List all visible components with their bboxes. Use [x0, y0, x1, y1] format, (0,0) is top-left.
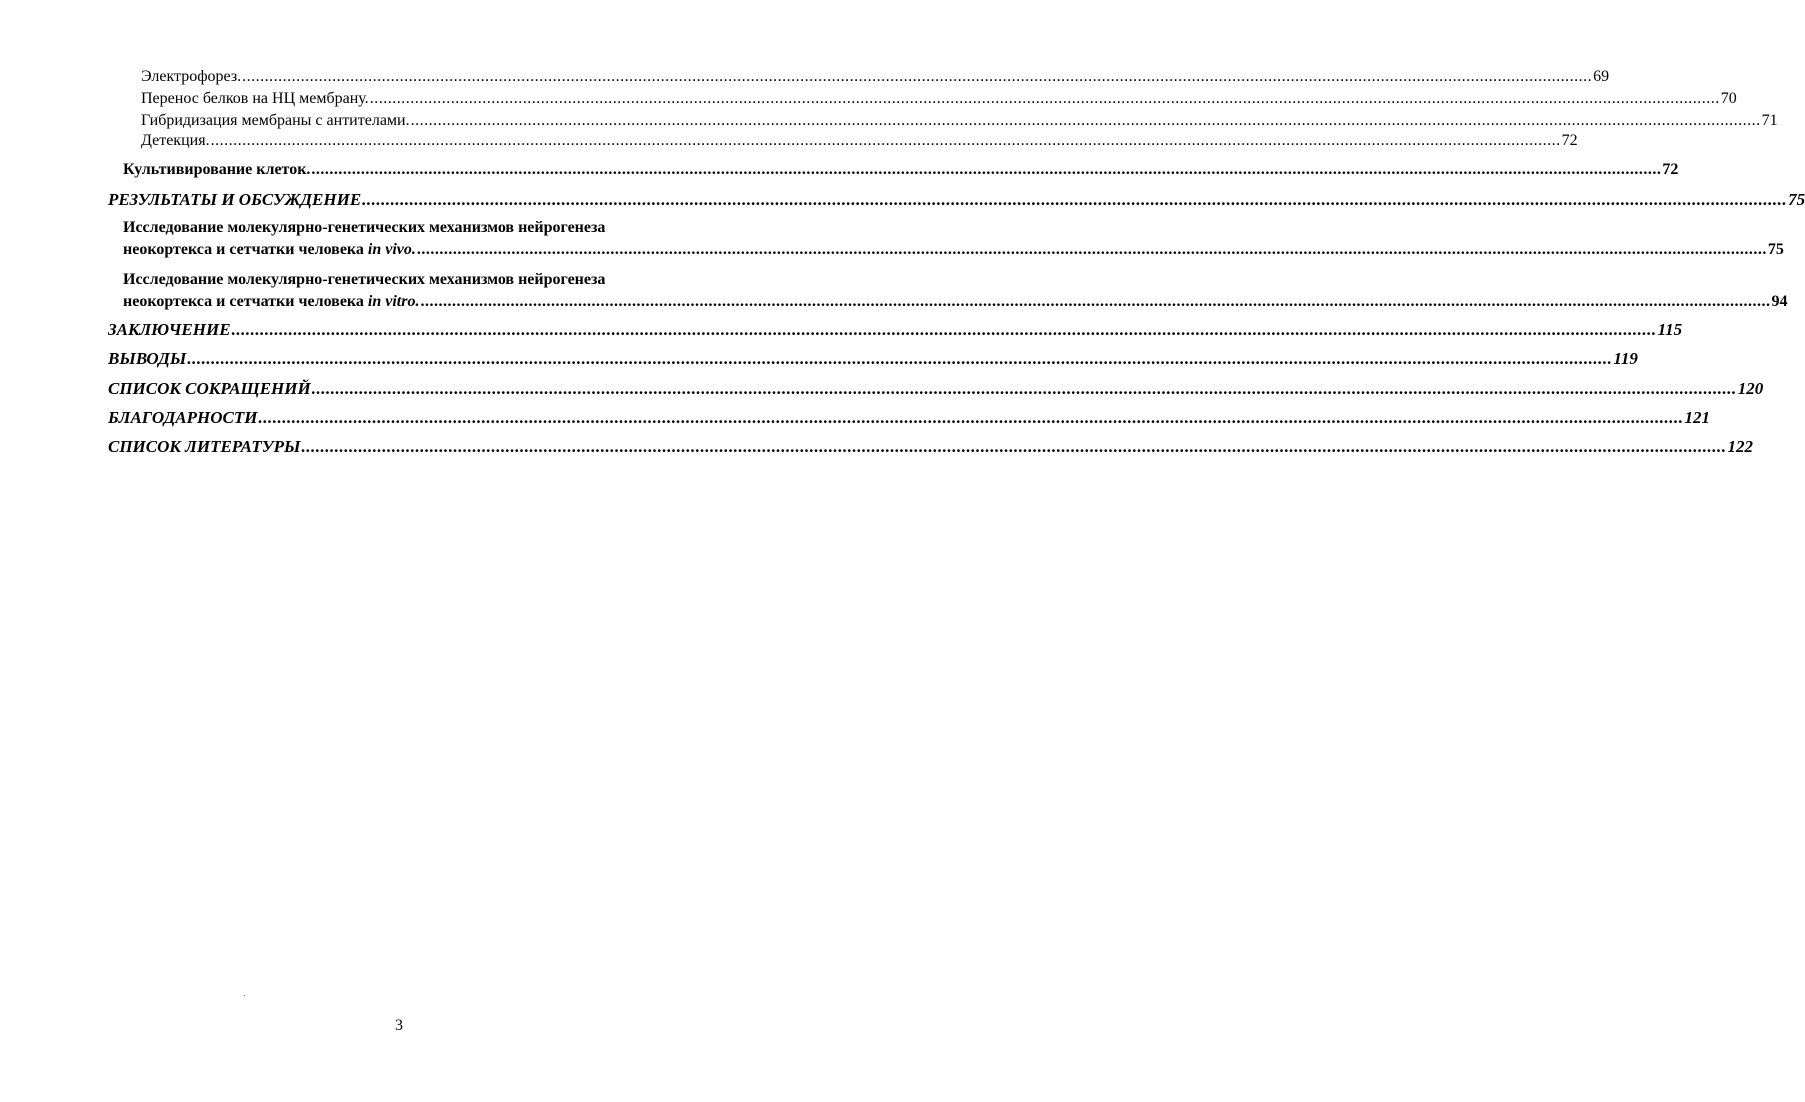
dot-leader: ............................................................................................................................................................................................................................................................................................................: [210, 132, 1561, 149]
toc-entry-label: СПИСОК СОКРАЩЕНИЙ: [108, 379, 311, 398]
toc-entry-page: 94: [1771, 293, 1788, 310]
toc-entry-label: ЗАКЛЮЧЕНИЕ: [108, 320, 231, 339]
dot-leader: ............................................................................................................................................................................................................................................................................................................: [420, 293, 1771, 310]
dot-leader: ............................................................................................................................................................................................................................................................................................................: [258, 408, 1684, 427]
toc-entry-label: РЕЗУЛЬТАТЫ И ОБСУЖДЕНИЕ: [108, 190, 362, 209]
dot-leader: ............................................................................................................................................................................................................................................................................................................: [369, 90, 1720, 107]
toc-entry-label: Детекция.: [141, 132, 210, 149]
toc-entry-page: 70: [1720, 90, 1737, 107]
toc-entry-cell-culture: [123, 161, 1679, 179]
dot-leader: ............................................................................................................................................................................................................................................................................................................: [242, 68, 1593, 85]
toc-entry-research-in-vitro: [123, 271, 1788, 311]
toc-entry-page: 121: [1684, 408, 1710, 427]
toc-entry-label: ВЫВОДЫ: [108, 349, 187, 368]
toc-entry-abbreviations: [108, 379, 1764, 399]
scan-speck: [244, 995, 245, 996]
dot-leader: ............................................................................................................................................................................................................................................................................................................: [187, 349, 1613, 368]
toc-entry-page: 71: [1761, 112, 1778, 129]
toc-entry-conclusion: [108, 320, 1683, 340]
toc-entry-label-italic: in vivo.: [367, 241, 416, 258]
toc-entry-label-line1: Исследование молекулярно-генетических механизмов нейрогенеза: [123, 219, 606, 236]
toc-entry-protein-transfer: [141, 90, 1737, 108]
toc-entry-label: СПИСОК ЛИТЕРАТУРЫ: [108, 437, 301, 456]
toc-entry-acknowledgements: [108, 408, 1710, 428]
toc-entry-findings: [108, 349, 1638, 369]
dot-leader: ............................................................................................................................................................................................................................................................................................................: [311, 161, 1662, 178]
dot-leader: ............................................................................................................................................................................................................................................................................................................: [311, 379, 1737, 398]
dot-leader: ............................................................................................................................................................................................................................................................................................................: [301, 437, 1727, 456]
toc-entry-label: Перенос белков на НЦ мембрану.: [141, 90, 369, 107]
toc-entry-page: 72: [1662, 161, 1679, 178]
dot-leader: ............................................................................................................................................................................................................................................................................................................: [231, 320, 1657, 339]
toc-entry-page: 122: [1727, 437, 1753, 456]
toc-entry-label: Культивирование клеток.: [123, 161, 311, 178]
toc-entry-label-line2: [123, 293, 419, 311]
page-number: 3: [395, 1017, 403, 1034]
toc-entry-label: Гибридизация мембраны с антителами.: [141, 112, 410, 129]
toc-entry-label: БЛАГОДАРНОСТИ: [108, 408, 258, 427]
toc-entry-page: 69: [1593, 68, 1610, 85]
toc-entry-label-italic: in vitro.: [367, 293, 420, 310]
dot-leader: ............................................................................................................................................................................................................................................................................................................: [410, 112, 1761, 129]
toc-entry-page: 75: [1767, 241, 1784, 258]
toc-entry-page: 119: [1613, 349, 1638, 368]
toc-entry-label: Электрофорез.: [141, 68, 242, 85]
toc-entry-label-text: неокортекса и сетчатки человека: [123, 293, 368, 310]
toc-entry-page: 72: [1561, 132, 1578, 149]
toc-entry-electrophoresis: [141, 68, 1610, 86]
toc-entry-page: 120: [1737, 379, 1764, 398]
toc-entry-label-line1: Исследование молекулярно-генетических механизмов нейрогенеза: [123, 271, 606, 288]
toc-entry-membrane-hybridization: [141, 112, 1778, 130]
toc-entry-references: [108, 437, 1753, 457]
toc-entry-research-in-vivo: [123, 219, 1784, 259]
toc-entry-label-text: неокортекса и сетчатки человека: [123, 241, 368, 258]
toc-entry-detection: [141, 132, 1578, 150]
dot-leader: ............................................................................................................................................................................................................................................................................................................: [416, 241, 1767, 258]
toc-entry-label-line2: [123, 241, 416, 259]
dot-leader: ............................................................................................................................................................................................................................................................................................................: [362, 190, 1788, 209]
toc-entry-page: 75: [1788, 190, 1805, 209]
toc-entry-results-discussion: [108, 190, 1805, 210]
toc-entry-page: 115: [1657, 320, 1683, 339]
